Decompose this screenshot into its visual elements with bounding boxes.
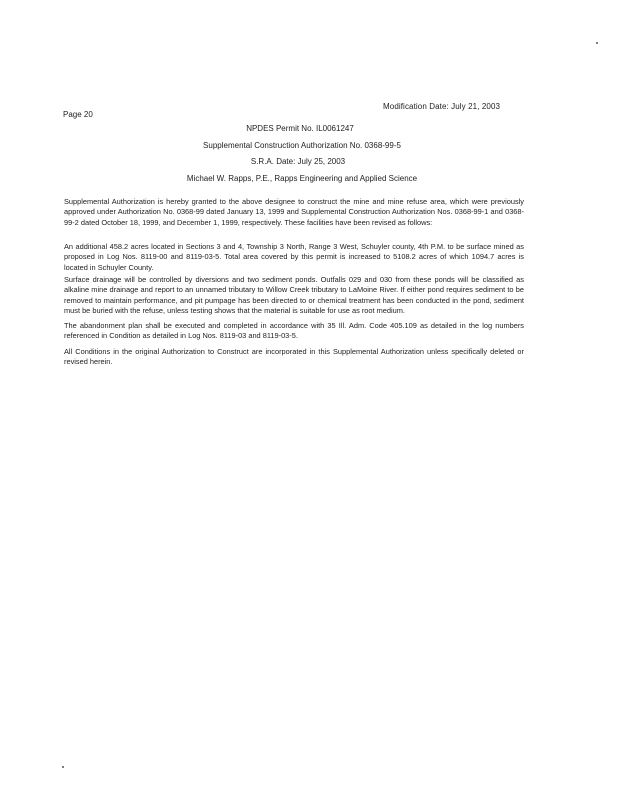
page-number: Page 20	[63, 110, 93, 119]
scan-speck	[62, 766, 64, 768]
paragraph-abandonment: The abandonment plan shall be executed and completed in accordance with 35 Ill. Adm. Code 405.109 as detailed in the log numbers referenced in Condition as detailed in Log Nos. 8119-03 and 8119-03-5.	[64, 321, 524, 341]
engineer-line: Michael W. Rapps, P.E., Rapps Engineering and Applied Science	[186, 174, 418, 183]
permit-number: NPDES Permit No. IL0061247	[246, 124, 354, 133]
paragraph-drainage: Surface drainage will be controlled by diversions and two sediment ponds. Outfalls 029 and 030 from these ponds will be classified as alkaline mine drainage and report to an unnamed tributary to Willow Creek tributary to LaMoine River. If either pond requires sediment to be removed to maintain performance, and pit pumpage has been directed to or chemical treatment has been conducted in the pond, sediment must be buried with the refuse, unless testing shows that the material is suitable for use as root medium.	[64, 275, 524, 316]
modification-date: Modification Date: July 21, 2003	[383, 102, 501, 111]
paragraph-authorization: Supplemental Authorization is hereby granted to the above designee to construct the mine and mine refuse area, which were previously approved under Authorization No. 0368-99 dated January 13, 1999 and Supplemental Construction Authorization Nos. 0368-99-1 and 0368-99-2 dated October 18, 1999, and December 1, 1999, respectively. These facilities have been revised as follows:	[64, 197, 524, 227]
sra-date: S.R.A. Date: July 25, 2003	[250, 157, 346, 166]
scan-speck	[596, 42, 598, 44]
authorization-number: Supplemental Construction Authorization No. 0368-99-5	[203, 141, 401, 150]
paragraph-conditions: All Conditions in the original Authorization to Construct are incorporated in this Supplemental Authorization unless specifically deleted or revised herein.	[64, 347, 524, 367]
paragraph-acreage: An additional 458.2 acres located in Sections 3 and 4, Township 3 North, Range 3 West, Schuyler county, 4th P.M. to be surface mined as proposed in Log Nos. 8119-00 and 8119-03-5. Total area covered by this permit is increased to 5108.2 acres of which 1094.7 acres is located in Schuyler County.	[64, 242, 524, 272]
